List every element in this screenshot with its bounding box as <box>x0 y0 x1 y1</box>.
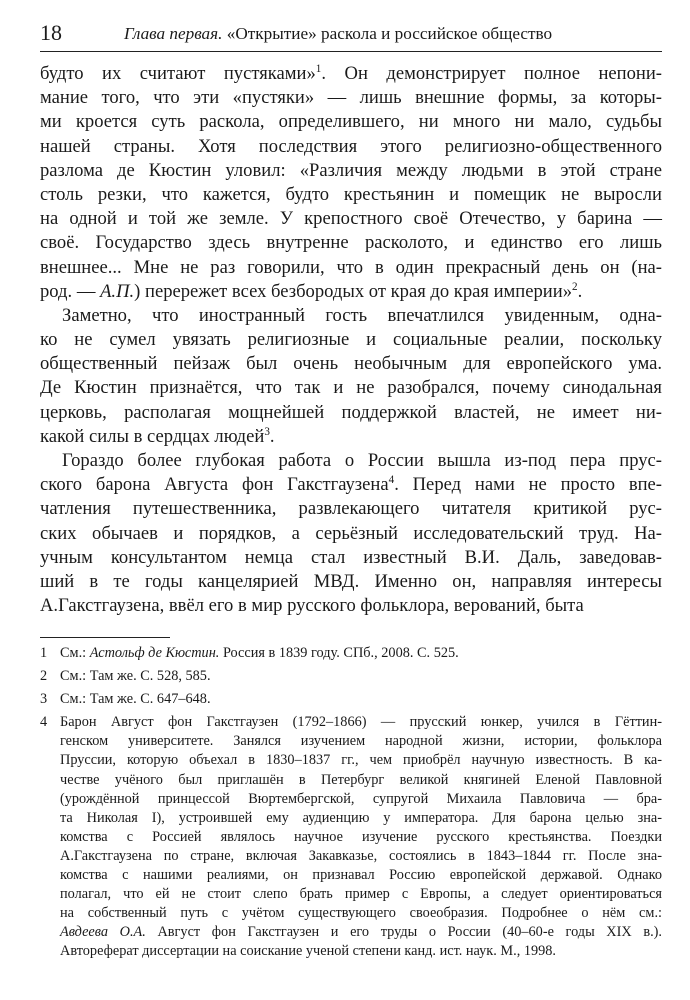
footnotes <box>40 644 662 962</box>
text-line: ского барона Августа фон Гакстгаузена$^4$. Перед нами не просто впе- <box>40 474 662 496</box>
main-text <box>40 62 662 618</box>
text-line: внешнее... Мне не раз говорили, что в один прекрасный день он (на- <box>40 256 662 278</box>
text-line: чатления путешественника, развлекающего читателя критикой рус- <box>40 498 662 520</box>
footnote-text-line: генском университете. Занялся изучением народной жизни, истории, фольклора <box>60 733 662 750</box>
text-line: будто их считают пустяками»$^1$. Он демонстрирует полное непони- <box>40 62 663 84</box>
footnote-text-line: Пруссии, которую объехал в 1830–1837 гг., чем приобрёл научную известность. В ка- <box>60 752 662 769</box>
footnote-text-line: полагал, что ей не стоит слепо брать пример с Европы, а следует ориентироваться <box>60 886 662 903</box>
text-line: Де Кюстин признаётся, что так и не разобрался, почему синодальная <box>40 377 662 399</box>
text-line: на одной и той же земле. У крепостного своё Отечество, у барина — <box>40 208 662 230</box>
footnote-number: 3 <box>40 691 48 708</box>
footnote-number: 1 <box>40 645 48 661</box>
chapter-title: «Открытие» раскола и российское общество <box>226 24 553 43</box>
footnote-text-line: на собственный путь с учётом существующего своеобразия. Подробнее о нём см.: <box>60 905 662 922</box>
footnote-1 <box>40 644 662 663</box>
text-line: учным консультантом немца стал известный В.И. Даль, заведовав- <box>40 546 662 568</box>
text-line: разлома де Кюстин уловил: «Различия между людьми в этой стране <box>40 159 662 181</box>
footnote-text-line: честве учёного был приглашён в Петербург великой княгиней Еленой Павловной <box>60 771 662 788</box>
text-line: род. — А.П.) перережет всех безбородых от края до края империи»$^2$. <box>40 280 583 302</box>
text-line: ший в те годы канцелярией МВД. Именно он, направляя интересы <box>40 570 662 592</box>
page-number: 18 <box>40 20 62 45</box>
footnote-number: 4 <box>40 714 48 731</box>
footnote-text-line: та Николая I), устроившей ему аудиенцию у императора. Для барона целью зна- <box>60 809 662 826</box>
text-line: нашей страны. Хотя последствия этого религиозно-общественного <box>40 135 662 157</box>
footnote-2 <box>40 667 662 686</box>
footnote-separator <box>40 637 170 638</box>
text-line: Гораздо более глубокая работа о России вышла из-под пера прус- <box>62 450 662 471</box>
text-line: общественный пейзаж был очень необычным для европейского ума. <box>40 353 662 375</box>
text-line: своё. Государство здесь внутренне расколото, и единство его лишь <box>40 232 662 254</box>
text-line: церковь, располагая мощнейшей поддержкой властей, не имеет ни- <box>40 401 662 423</box>
footnote-text-line: (урождённой принцессой Вюртембергской, супругой Михаила Павловича — бра- <box>60 790 662 807</box>
footnote-text-line: Автореферат диссертации на соискание ученой степени канд. ист. наук. М., 1998. <box>60 943 557 960</box>
text-line: А.Гакстгаузена, ввёл его в мир русского фольклора, верований, быта <box>40 595 584 617</box>
footnote-text-line: комства с нашими реалиями, он признавал Россию европейской державой. Однако <box>60 867 662 884</box>
text-line: мание того, что эти «пустяки» — лишь внешние формы, за которы- <box>40 87 662 109</box>
running-title <box>124 24 552 44</box>
footnote-text-line: А.Гакстгаузена по стране, включая Закавказье, состоялись в 1843–1844 гг. После зна- <box>60 847 662 864</box>
chapter-label: Глава первая. <box>124 24 223 43</box>
footnote-text-line: Барон Август фон Гакстгаузен (1792–1866) — прусский юнкер, учился в Гёттин- <box>60 714 662 731</box>
text-line: Заметно, что иностранный гость впечатлился увиденным, одна- <box>62 304 662 326</box>
text-line: столь резки, что кажется, будто крестьянин и помещик не выросли <box>40 183 662 205</box>
header-rule <box>40 51 662 52</box>
text-line: ко не сумел увязать религиозные и социальные реалии, поскольку <box>40 329 662 351</box>
footnote-author: Астольф де Кюстин. <box>89 645 220 661</box>
footnote-3 <box>40 690 662 709</box>
footnote-author: Авдеева О.А. <box>60 924 146 941</box>
text-line: ских обычаев и порядков, а серьёзный исследовательский труд. На- <box>40 522 662 544</box>
running-header <box>40 20 662 46</box>
author-initials: А.П. <box>100 280 135 302</box>
footnote-text: См.: Там же. С. 528, 585. <box>60 668 211 685</box>
footnote-text-line: Авдеева О.А. Август фон Гакстгаузен и его труды о России (40–60-е годы XIX в.). <box>60 924 662 941</box>
text-line: ми кроется суть раскола, определившего, ни много ни мало, судьбы <box>40 111 662 133</box>
footnote-number: 2 <box>40 668 48 685</box>
footnote-4 <box>40 713 662 961</box>
footnote-text: См.: Астольф де Кюстин. Россия в 1839 году. СПб., 2008. С. 525. <box>60 645 459 661</box>
footnote-text: См.: Там же. С. 647–648. <box>60 691 211 708</box>
text-line: какой силы в сердцах людей$^3$. <box>40 425 275 447</box>
footnote-text-line: комства с Россией являлось научное изучение русского крестьянства. Поездки <box>60 828 662 845</box>
